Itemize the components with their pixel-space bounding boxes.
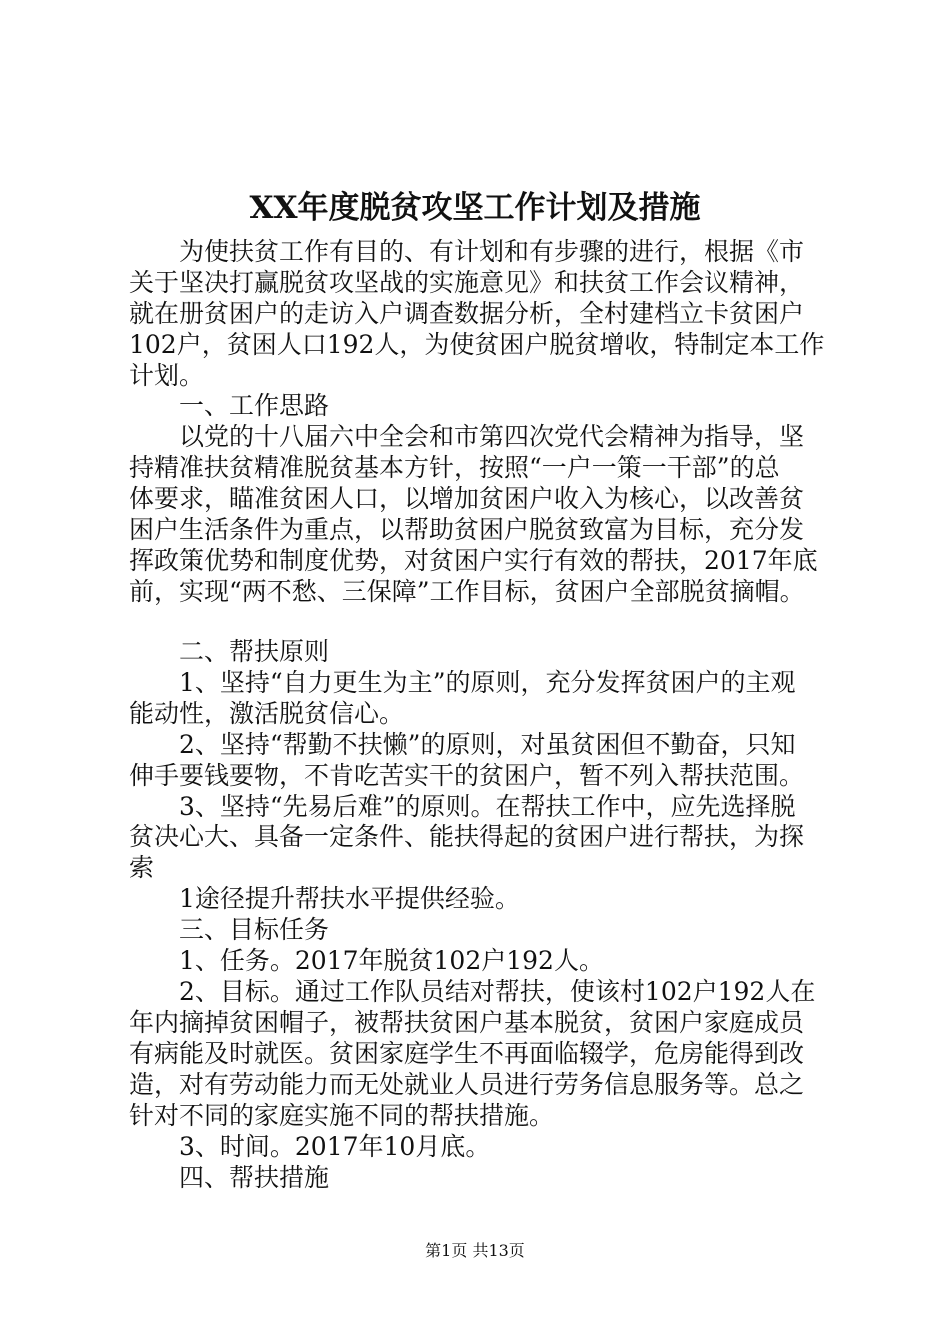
body-line: 持精准扶贫精准脱贫基本方针，按照“一户一策一干部”的总 — [129, 453, 780, 482]
section-heading: 三、目标任务 — [129, 915, 330, 944]
body-line: 前，实现“两不愁、三保障”工作目标，贫困户全部脱贫摘帽。 — [129, 577, 805, 606]
body-line: 计划。 — [129, 361, 205, 390]
body-line: 以党的十八届六中全会和市第四次党代会精神为指导，坚 — [129, 422, 805, 451]
body-line: 造，对有劳动能力而无处就业人员进行劳务信息服务等。总之 — [129, 1070, 805, 1099]
body-line: 就在册贫困户的走访入户调查数据分析，全村建档立卡贫困户 — [129, 299, 805, 328]
body-line: 针对不同的家庭实施不同的帮扶措施。 — [129, 1101, 555, 1130]
body-line: 有病能及时就医。贫困家庭学生不再面临辍学，危房能得到改 — [129, 1039, 805, 1068]
body-line: 困户生活条件为重点，以帮助贫困户脱贫致富为目标，充分发 — [129, 515, 805, 544]
section-heading: 二、帮扶原则 — [129, 637, 330, 666]
body-line: 为使扶贫工作有目的、有计划和有步骤的进行，根据《市 — [129, 237, 805, 266]
body-line: 1、任务。2017年脱贫102户192人。 — [129, 946, 604, 975]
body-line: 2、目标。通过工作队员结对帮扶，使该村102户192人在 — [129, 977, 816, 1006]
body-line: 1途径提升帮扶水平提供经验。 — [129, 884, 520, 913]
body-line: 3、时间。2017年10月底。 — [129, 1132, 491, 1161]
body-line: 年内摘掉贫困帽子，被帮扶贫困户基本脱贫，贫困户家庭成员 — [129, 1008, 805, 1037]
body-line: 索 — [129, 853, 155, 882]
body-line: 挥政策优势和制度优势，对贫困户实行有效的帮扶，2017年底 — [129, 546, 818, 575]
section-heading: 四、帮扶措施 — [129, 1163, 330, 1192]
section-heading: 一、工作思路 — [129, 391, 330, 420]
body-line: 伸手要钱要物，不肯吃苦实干的贫困户，暂不列入帮扶范围。 — [129, 761, 805, 790]
body-line: 3、坚持“先易后难”的原则。在帮扶工作中，应先选择脱 — [129, 792, 796, 821]
document-title: XX年度脱贫攻坚工作计划及措施 — [249, 190, 701, 226]
body-line: 102户，贫困人口192人，为使贫困户脱贫增收，特制定本工作 — [129, 330, 825, 359]
body-line: 体要求，瞄准贫困人口，以增加贫困户收入为核心，以改善贫 — [129, 484, 805, 513]
body-line: 2、坚持“帮勤不扶懒”的原则，对虽贫困但不勤奋，只知 — [129, 730, 796, 759]
body-line: 能动性，激活脱贫信心。 — [129, 699, 405, 728]
body-line: 1、坚持“自力更生为主”的原则，充分发挥贫困户的主观 — [129, 668, 796, 697]
body-line: 关于坚决打赢脱贫攻坚战的实施意见》和扶贫工作会议精神， — [129, 268, 805, 297]
body-line: 贫决心大、具备一定条件、能扶得起的贫困户进行帮扶，为探 — [129, 822, 805, 851]
page-footer: 第1页 共13页 — [425, 1241, 525, 1260]
